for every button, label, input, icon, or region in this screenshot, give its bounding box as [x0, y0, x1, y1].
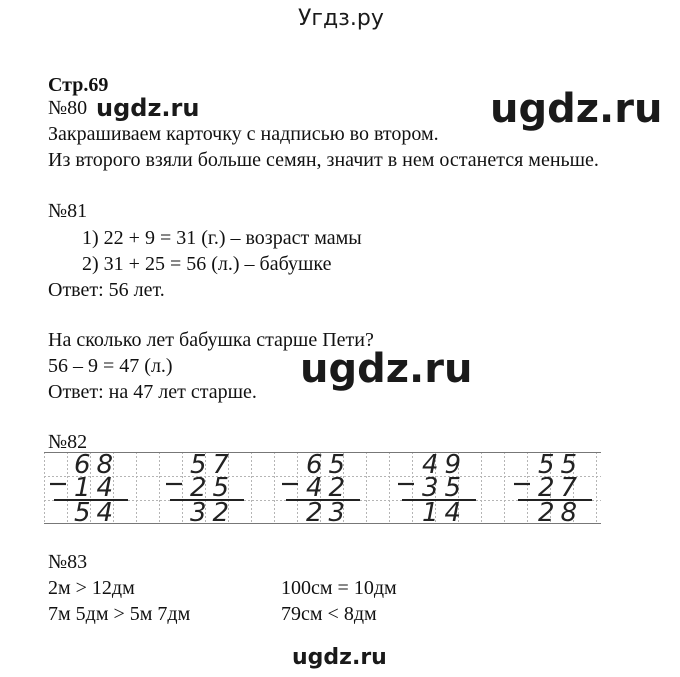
watermark-2: ugdz.ru	[490, 86, 663, 132]
subtrahend: 35	[422, 473, 468, 503]
minuend: 55	[538, 452, 584, 480]
subtrahend: 42	[306, 473, 352, 503]
minuend: 49	[422, 452, 468, 480]
minuend: 57	[190, 452, 236, 480]
task-81-number: №81	[48, 200, 88, 222]
task-81-step-2: 2) 31 + 25 = 56 (л.) – бабушке	[82, 253, 332, 275]
task-80-line-2: Из второго взяли больше семян, значит в нем останется меньше.	[48, 149, 599, 171]
task-82-number: №82	[48, 431, 88, 453]
watermark-3: ugdz.ru	[300, 346, 473, 392]
task-83-number: №83	[48, 551, 88, 573]
minuend: 68	[74, 452, 120, 480]
task-81-answer: Ответ: 56 лет.	[48, 279, 165, 301]
subtraction-problem	[398, 452, 476, 524]
subtraction-problem	[514, 452, 592, 524]
subtrahend: 27	[538, 473, 584, 503]
subtraction-problem	[50, 452, 128, 524]
subtraction-problem	[166, 452, 244, 524]
subtrahend: 14	[74, 473, 120, 503]
page-number: Стр.69	[48, 74, 109, 96]
task-83-row-2-left: 7м 5дм > 5м 7дм	[48, 603, 191, 625]
task-81-question: На сколько лет бабушка старше Пети?	[48, 329, 374, 351]
result: 28	[538, 498, 584, 524]
task-81-answer-2: Ответ: на 47 лет старше.	[48, 381, 257, 403]
subtraction-problem	[282, 452, 360, 524]
result: 54	[74, 498, 120, 524]
footer-watermark: ugdz.ru	[292, 645, 387, 670]
result: 14	[422, 498, 468, 524]
minuend: 65	[306, 452, 352, 480]
task-80-number: №80	[48, 97, 88, 119]
task-80-line-1: Закрашиваем карточку с надписью во втором.	[48, 123, 439, 145]
task-81-calc: 56 – 9 = 47 (л.)	[48, 355, 173, 377]
result: 32	[190, 498, 236, 524]
header-watermark: Угдз.ру	[298, 6, 384, 31]
subtrahend: 25	[190, 473, 236, 503]
result: 23	[306, 498, 352, 524]
task-83-row-1-left: 2м > 12дм	[48, 577, 135, 599]
task-81-step-1: 1) 22 + 9 = 31 (г.) – возраст мамы	[82, 227, 362, 249]
task-83-row-1-right: 100см = 10дм	[281, 577, 397, 599]
task-83-row-2-right: 79см < 8дм	[281, 603, 377, 625]
watermark-1: ugdz.ru	[96, 94, 200, 122]
subtraction-grid	[44, 452, 601, 524]
